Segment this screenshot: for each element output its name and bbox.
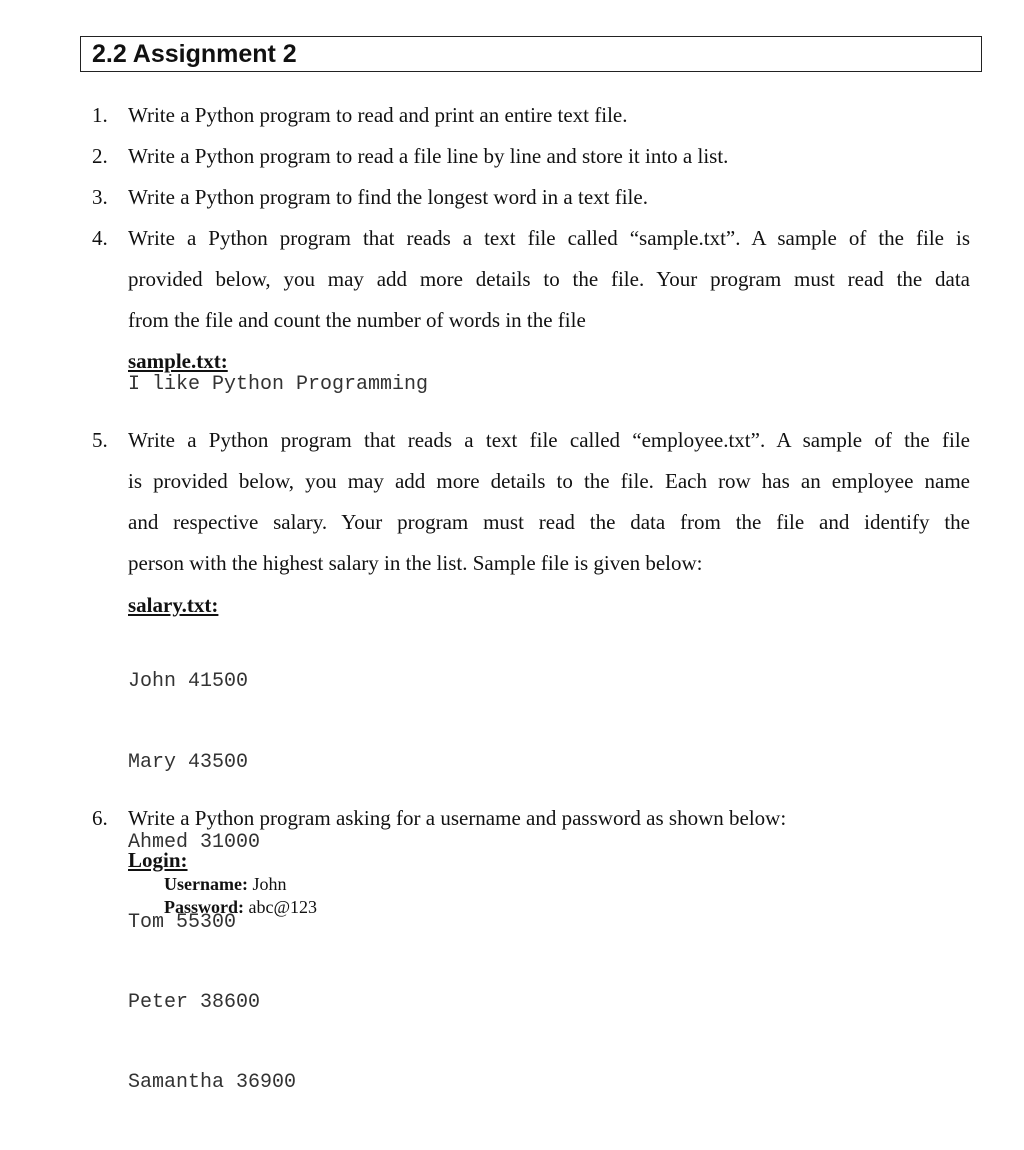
login-label: Login: — [128, 848, 188, 872]
username-label: Username: — [164, 874, 248, 894]
item-line: from the file and count the number of words in the file — [128, 308, 586, 332]
salary-row: Peter 38600 — [128, 990, 261, 1014]
salary-row: Tom 55300 — [128, 910, 237, 934]
item-text: Write a Python program to read a file line by line and store it into a list. — [128, 144, 729, 168]
item-line: Write a Python program that reads a text file called “employee.txt”. A sample of the file — [128, 428, 970, 452]
section-heading-box — [80, 36, 982, 72]
item-line: is provided below, you may add more details to the file. Each row has an employee name — [128, 469, 970, 493]
item-number: 2. — [92, 144, 108, 168]
salary-row: Samantha 36900 — [128, 1070, 297, 1094]
item-number: 5. — [92, 428, 108, 452]
section-title: 2.2 Assignment 2 — [92, 39, 297, 68]
username-value: John — [252, 874, 287, 894]
item-line: and respective salary. Your program must read the data from the file and identify the — [128, 510, 970, 534]
sample-file-content: I like Python Programming — [128, 373, 429, 396]
salary-row: Ahmed 31000 — [128, 830, 261, 854]
item-number: 6. — [92, 806, 108, 830]
item-paragraph — [128, 420, 970, 584]
salary-row: Mary 43500 — [128, 750, 249, 774]
password-row — [164, 896, 317, 919]
item-line: Write a Python program that reads a text file called “sample.txt”. A sample of the file is — [128, 226, 970, 250]
salary-row: John 41500 — [128, 670, 249, 694]
password-value: abc@123 — [248, 897, 318, 917]
item-number: 4. — [92, 226, 108, 250]
username-row — [164, 873, 287, 896]
item-line: provided below, you may add more details to the file. Your program must read the data — [128, 267, 970, 291]
item-number: 3. — [92, 185, 108, 209]
item-text: Write a Python program to find the longest word in a text file. — [128, 185, 648, 209]
sample-file-label: sample.txt: — [128, 349, 228, 373]
salary-file-label: salary.txt: — [128, 593, 219, 617]
item-line: person with the highest salary in the list. Sample file is given below: — [128, 551, 703, 575]
item-text: Write a Python program to read and print an entire text file. — [128, 103, 628, 127]
item-number: 1. — [92, 103, 108, 127]
item-paragraph — [128, 218, 970, 341]
password-label: Password: — [164, 897, 244, 917]
item-text: Write a Python program asking for a username and password as shown below: — [128, 806, 787, 830]
